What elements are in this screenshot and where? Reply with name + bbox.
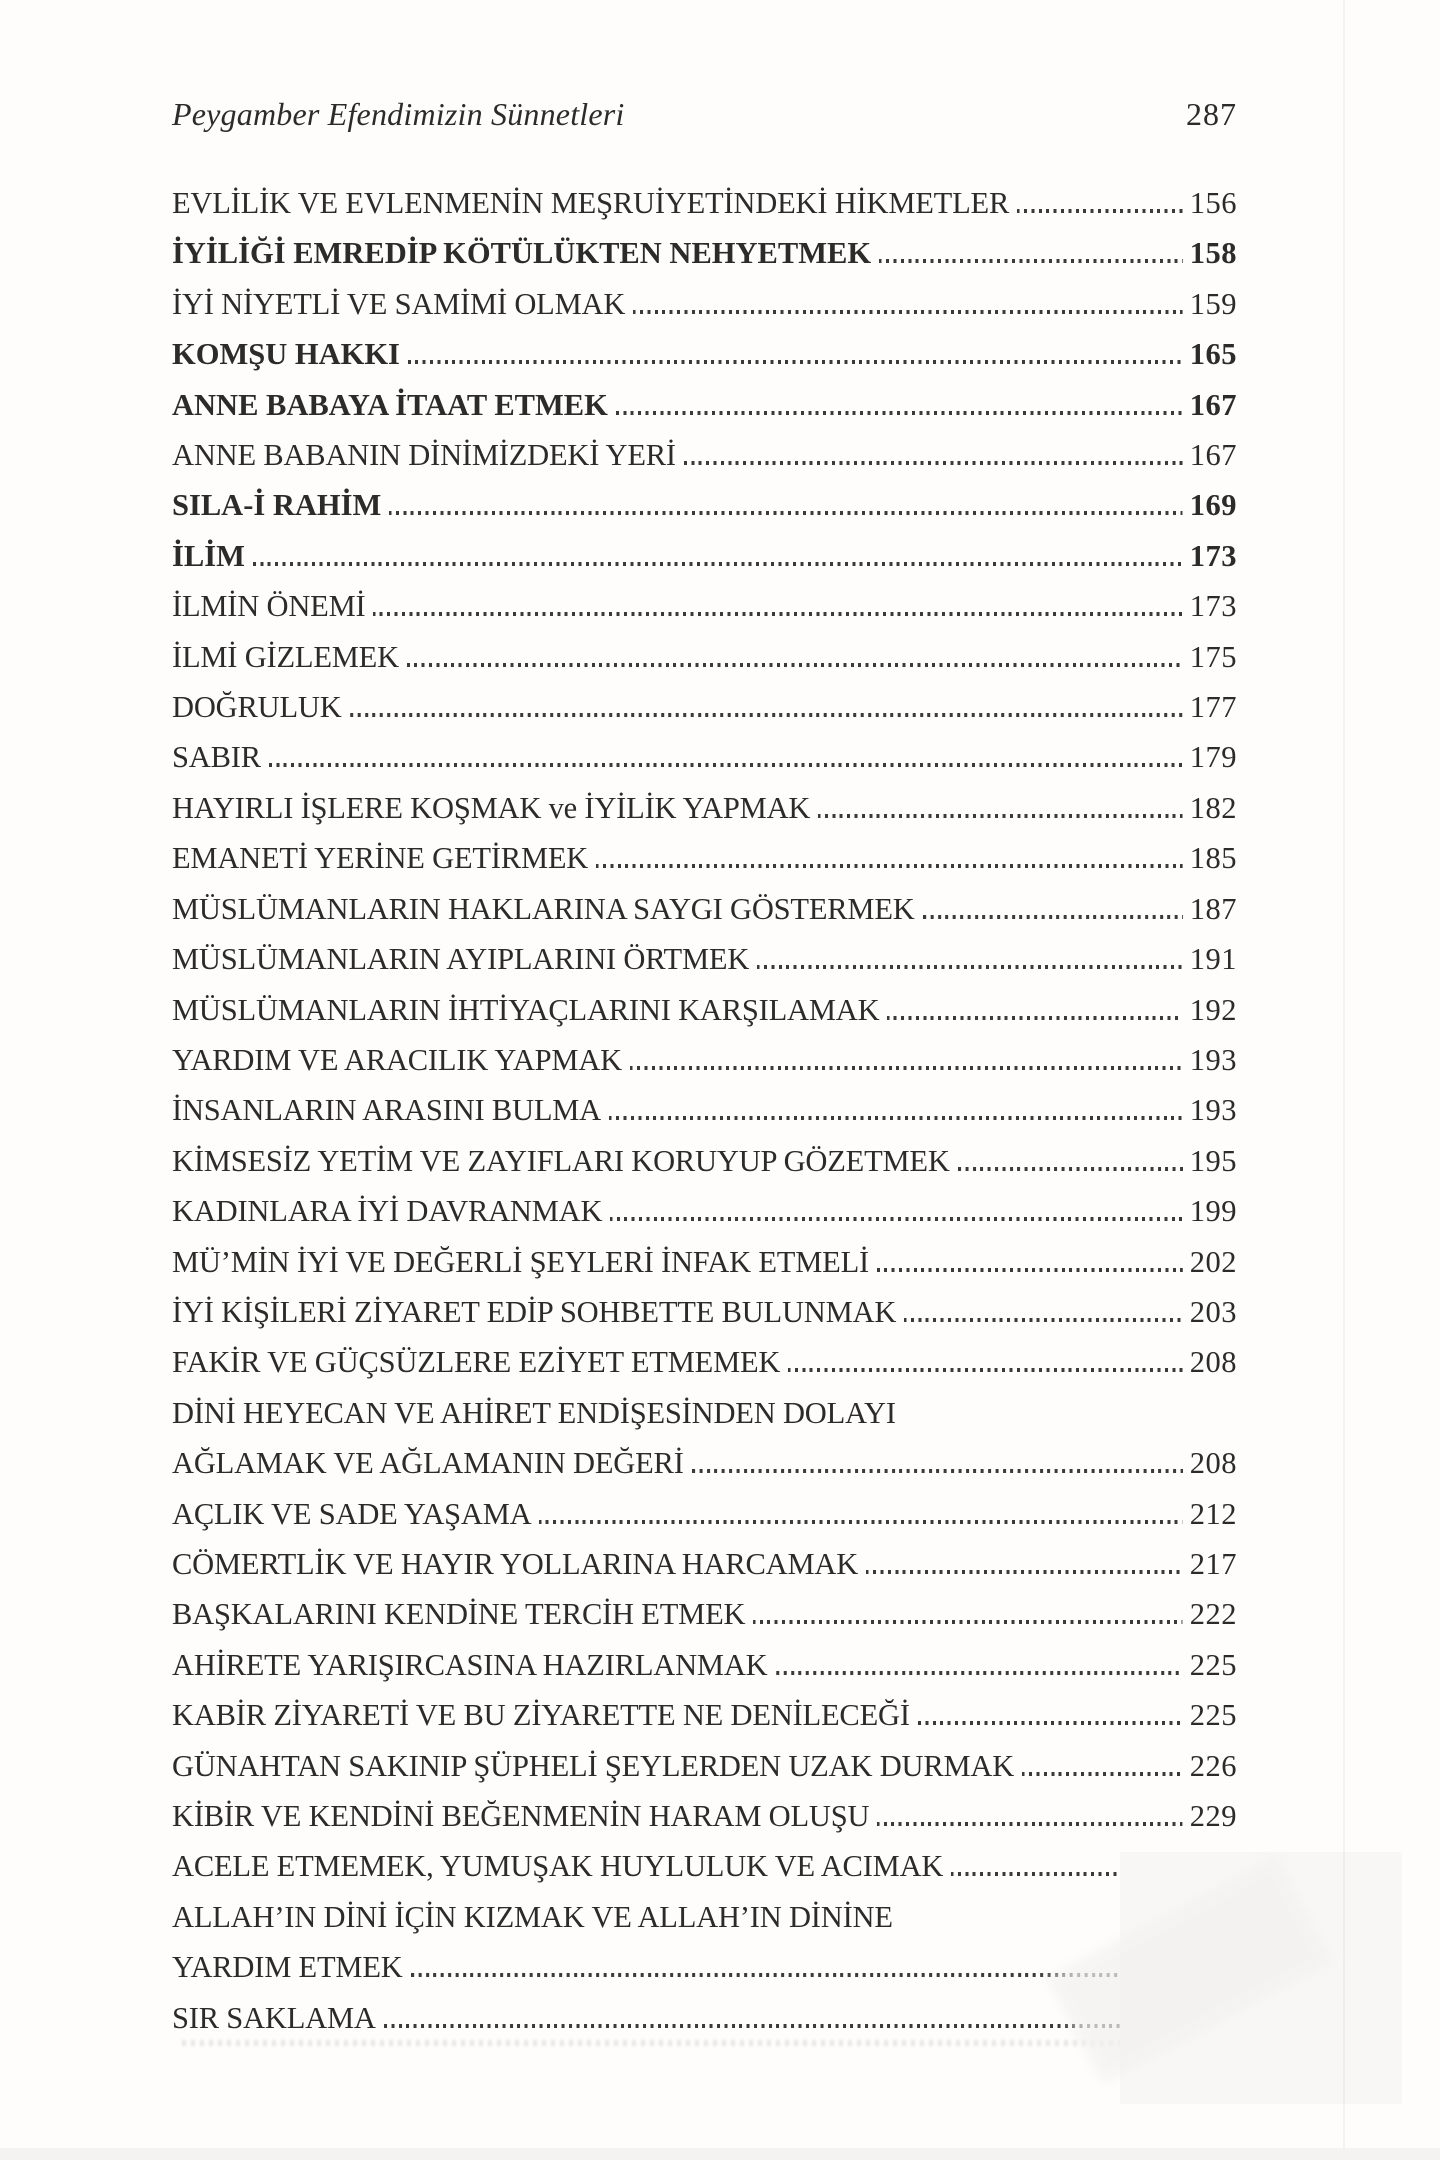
toc-entry-page: 191	[1189, 942, 1237, 977]
toc-entry-title: AHİRETE YARIŞIRCASINA HAZIRLANMAK	[172, 1647, 768, 1682]
toc-entry-page: 187	[1189, 891, 1237, 926]
toc-entry	[172, 833, 1237, 883]
toc-leader-dots	[788, 1368, 1183, 1372]
toc-entry-page: 173	[1189, 589, 1237, 624]
toc-entry-title: BAŞKALARINI KENDİNE TERCİH ETMEK	[172, 1597, 746, 1632]
toc-entry	[172, 783, 1237, 833]
toc-entry-title: YARDIM VE ARACILIK YAPMAK	[172, 1042, 622, 1077]
toc-entry-page: 225	[1189, 1698, 1237, 1733]
toc-entry-page: 222	[1189, 1597, 1237, 1632]
toc-leader-dots	[253, 562, 1183, 566]
toc-entry-title: KADINLARA İYİ DAVRANMAK	[172, 1194, 603, 1229]
toc-leader-dots	[877, 1822, 1182, 1826]
toc-entry-page: 159	[1189, 286, 1237, 321]
toc-entry	[172, 480, 1237, 530]
toc-entry	[172, 1136, 1237, 1186]
toc-entry-page: 229	[1189, 1799, 1237, 1833]
toc-entry-title: GÜNAHTAN SAKINIP ŞÜPHELİ ŞEYLERDEN UZAK DURMAK	[172, 1748, 1015, 1783]
toc-entry-title: İYİ NİYETLİ VE SAMİMİ OLMAK	[172, 286, 626, 321]
toc-entry-title: KABİR ZİYARETİ VE BU ZİYARETTE NE DENİLECEĞİ	[172, 1698, 910, 1733]
toc-entry-page: 175	[1189, 639, 1237, 674]
toc-entry-title: İLİM	[172, 538, 245, 573]
toc-leader-dots	[269, 763, 1183, 767]
toc-entry-title: DİNİ HEYECAN VE AHİRET ENDİŞESİNDEN DOLAYI	[172, 1395, 896, 1430]
toc-entry-title: İLMİN ÖNEMİ	[172, 589, 366, 624]
toc-entry-title: SIR SAKLAMA	[172, 2000, 376, 2035]
toc-leader-dots	[918, 1721, 1183, 1725]
toc-entry-title: İYİLİĞİ EMREDİP KÖTÜLÜKTEN NEHYETMEK	[172, 236, 872, 271]
toc-entry	[172, 1438, 1237, 1488]
toc-entry-page: 192	[1189, 992, 1237, 1027]
toc-leader-dots	[616, 411, 1183, 415]
toc-leader-dots	[633, 310, 1183, 314]
toc-entry-title: DOĞRULUK	[172, 690, 342, 725]
toc-entry	[172, 985, 1237, 1035]
toc-entry-page: 195	[1189, 1143, 1237, 1178]
toc-entry-page: 165	[1189, 337, 1237, 372]
toc-entry-page: 182	[1189, 790, 1237, 825]
toc-entry-title: MÜSLÜMANLARIN İHTİYAÇLARINI KARŞILAMAK	[172, 992, 880, 1027]
toc-entry	[172, 1489, 1237, 1539]
toc-entry-title: SABIR	[172, 740, 261, 775]
page-bottom-edge	[0, 2148, 1440, 2160]
toc-entry-page: 185	[1189, 841, 1237, 876]
toc-entry-page: 212	[1189, 1496, 1237, 1531]
toc-leader-dots	[887, 1016, 1182, 1020]
toc-entry-page: 193	[1189, 1042, 1237, 1077]
toc-entry	[172, 279, 1237, 329]
toc-entry-title: İLMİ GİZLEMEK	[172, 639, 399, 674]
toc-entry	[172, 632, 1237, 682]
toc-leader-dots	[389, 511, 1182, 515]
toc-entry	[172, 581, 1237, 631]
toc-leader-dots	[384, 2024, 1183, 2028]
toc-entry-title: İNSANLARIN ARASINI BULMA	[172, 1093, 601, 1128]
toc-entry-page: 208	[1189, 1345, 1237, 1380]
toc-entry-page: 225	[1189, 1647, 1237, 1682]
toc-entry-title: MÜSLÜMANLARIN HAKLARINA SAYGI GÖSTERMEK	[172, 891, 915, 926]
scan-edge-line	[1343, 0, 1345, 2160]
toc-entry	[172, 178, 1237, 228]
toc-leader-dots	[684, 461, 1183, 465]
toc-entry	[172, 1186, 1237, 1236]
toc-entry-page: 173	[1189, 538, 1237, 573]
toc-entry	[172, 329, 1237, 379]
toc-entry-title: AÇLIK VE SADE YAŞAMA	[172, 1496, 532, 1531]
toc-entry-page: 199	[1189, 1194, 1237, 1229]
toc-leader-dots	[776, 1671, 1183, 1675]
toc-leader-dots	[866, 1570, 1183, 1574]
toc-entry-page: 169	[1189, 488, 1237, 523]
toc-entry-title: KİMSESİZ YETİM VE ZAYIFLARI KORUYUP GÖZETMEK	[172, 1143, 950, 1178]
toc-entry	[172, 934, 1237, 984]
toc-entry	[172, 1287, 1237, 1337]
toc-entry-title: CÖMERTLİK VE HAYIR YOLLARINA HARCAMAK	[172, 1546, 859, 1581]
toc-entry-title: KOMŞU HAKKI	[172, 337, 400, 372]
toc-leader-dots	[408, 360, 1183, 364]
toc-leader-dots	[958, 1167, 1183, 1171]
toc-entry	[172, 430, 1237, 480]
toc-leader-dots	[373, 612, 1182, 616]
toc-entry	[172, 1690, 1237, 1740]
toc-leader-dots	[539, 1520, 1182, 1524]
toc-leader-dots	[879, 259, 1183, 263]
toc-entry	[172, 1589, 1237, 1639]
toc-entry	[172, 1841, 1237, 1891]
toc-entry-page: 177	[1189, 690, 1237, 725]
toc-entry-title: FAKİR VE GÜÇSÜZLERE EZİYET ETMEMEK	[172, 1345, 781, 1380]
toc-list	[172, 178, 1237, 2043]
toc-entry-page: 226	[1189, 1748, 1237, 1783]
toc-entry-title: MÜ’MİN İYİ VE DEĞERLİ ŞEYLERİ İNFAK ETMELİ	[172, 1244, 869, 1279]
running-header-page-number: 287	[1186, 96, 1237, 132]
toc-entry-title: ACELE ETMEMEK, YUMUŞAK HUYLULUK VE ACIMAK	[172, 1849, 944, 1884]
toc-entry-page: 179	[1189, 740, 1237, 775]
toc-entry-title: ALLAH’IN DİNİ İÇİN KIZMAK VE ALLAH’IN DİNİNE	[172, 1899, 893, 1934]
toc-entry	[172, 1892, 1237, 1942]
toc-entry-title: EVLİLİK VE EVLENMENİN MEŞRUİYETİNDEKİ HİKMETLER	[172, 186, 1010, 220]
toc-entry-page: 203	[1189, 1294, 1237, 1329]
toc-entry	[172, 1337, 1237, 1387]
toc-entry-page: 202	[1189, 1244, 1237, 1279]
toc-entry-page: 158	[1189, 236, 1237, 271]
toc-entry-title: SILA-İ RAHİM	[172, 488, 382, 523]
toc-entry	[172, 1388, 1237, 1438]
toc-entry-title: EMANETİ YERİNE GETİRMEK	[172, 841, 589, 876]
toc-entry-title: YARDIM ETMEK	[172, 1950, 403, 1985]
toc-leader-dots	[818, 814, 1183, 818]
toc-leader-dots	[757, 965, 1183, 969]
toc-entry-title: HAYIRLI İŞLERE KOŞMAK ve İYİLİK YAPMAK	[172, 790, 811, 825]
toc-entry	[172, 884, 1237, 934]
toc-leader-dots	[1017, 209, 1183, 213]
toc-entry-page: 217	[1189, 1546, 1237, 1581]
toc-leader-dots	[1022, 1772, 1183, 1776]
toc-leader-dots	[407, 663, 1183, 667]
toc-leader-dots	[610, 1217, 1182, 1221]
toc-leader-dots	[753, 1620, 1182, 1624]
toc-entry	[172, 1539, 1237, 1589]
toc-leader-dots	[692, 1469, 1183, 1473]
toc-leader-dots	[630, 1066, 1183, 1070]
toc-entry	[172, 380, 1237, 430]
toc-entry-page: 167	[1189, 438, 1237, 473]
running-header-title: Peygamber Efendimizin Sünnetleri	[172, 96, 625, 132]
toc-leader-dots	[923, 915, 1183, 919]
toc-entry	[172, 1035, 1237, 1085]
toc-entry-title: İYİ KİŞİLERİ ZİYARET EDİP SOHBETTE BULUNMAK	[172, 1294, 897, 1329]
toc-entry	[172, 1741, 1237, 1791]
toc-entry-page: 208	[1189, 1446, 1237, 1481]
toc-entry	[172, 1640, 1237, 1690]
running-header	[172, 96, 1237, 133]
toc-entry	[172, 1237, 1237, 1287]
toc-entry	[172, 1085, 1237, 1135]
toc-entry	[172, 732, 1237, 782]
toc-entry-title: ANNE BABAYA İTAAT ETMEK	[172, 387, 608, 422]
toc-entry	[172, 228, 1237, 278]
toc-entry	[172, 1791, 1237, 1841]
toc-entry	[172, 682, 1237, 732]
toc-entry-page: 156	[1189, 186, 1237, 220]
toc-leader-dots	[904, 1318, 1183, 1322]
toc-entry-title: ANNE BABANIN DİNİMİZDEKİ YERİ	[172, 438, 676, 473]
toc-entry-title: KİBİR VE KENDİNİ BEĞENMENİN HARAM OLUŞU	[172, 1799, 870, 1833]
toc-entry-page: 193	[1189, 1093, 1237, 1128]
toc-leader-dots	[609, 1116, 1183, 1120]
toc-entry-page: 167	[1189, 387, 1237, 422]
toc-entry-title: AĞLAMAK VE AĞLAMANIN DEĞERİ	[172, 1446, 684, 1481]
toc-entry-title: MÜSLÜMANLARIN AYIPLARINI ÖRTMEK	[172, 942, 750, 977]
toc-leader-dots	[877, 1268, 1183, 1272]
toc-leader-dots	[596, 864, 1183, 868]
toc-entry	[172, 531, 1237, 581]
toc-leader-dots	[350, 713, 1183, 717]
